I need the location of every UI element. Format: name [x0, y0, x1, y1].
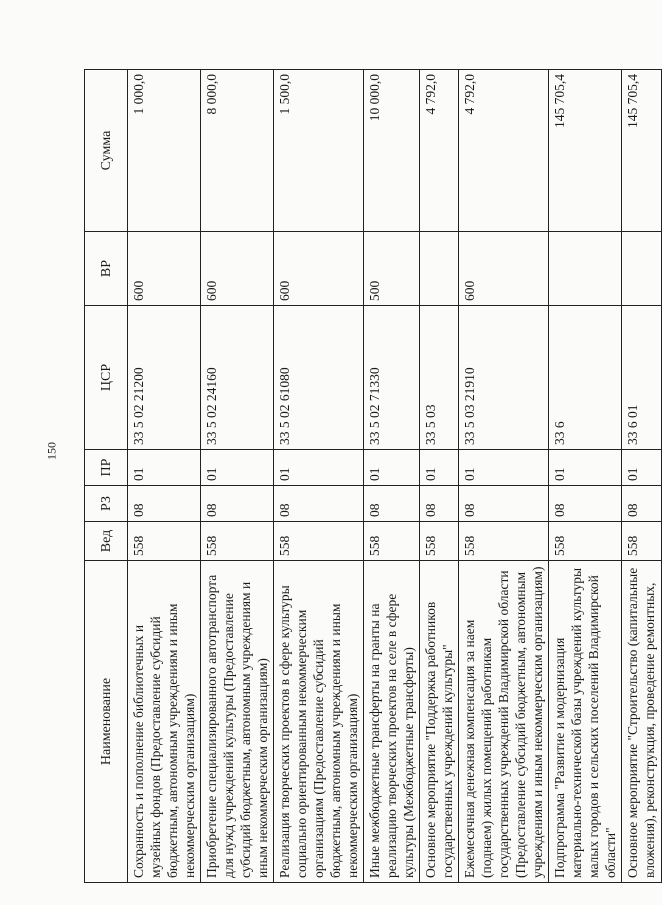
cell-sum: 145 705,4 — [622, 70, 662, 232]
cell-name: Ежемесячная денежная компенсация за наем (поднаем) жилых помещений работникам государственных учреждений Владимирской области (Предоставление субсидий бюджетным, автономным учреждениям и иным некоммерческим организациям) — [459, 561, 549, 883]
cell-vr — [420, 232, 459, 306]
table-row — [128, 70, 201, 883]
cell-vr — [622, 232, 662, 306]
table-row — [459, 70, 549, 883]
cell-ved: 558 — [549, 522, 622, 561]
cell-ved: 558 — [420, 522, 459, 561]
cell-pr: 01 — [459, 450, 549, 486]
cell-name: Иные межбюджетные трансферты на гранты на реализацию творческих проектов на селе в сфере культуры (Межбюджетные трансферты) — [364, 561, 420, 883]
cell-rz: 08 — [420, 486, 459, 522]
cell-sum: 4 792,0 — [420, 70, 459, 232]
cell-ved: 558 — [201, 522, 274, 561]
cell-sum: 1 500,0 — [274, 70, 364, 232]
header-csr: ЦСР — [85, 306, 128, 450]
cell-ved: 558 — [274, 522, 364, 561]
header-rz: РЗ — [85, 486, 128, 522]
table-row — [274, 70, 364, 883]
cell-csr: 33 5 03 21910 — [459, 306, 549, 450]
cell-csr: 33 6 01 — [622, 306, 662, 450]
cell-csr: 33 5 02 61080 — [274, 306, 364, 450]
cell-pr: 01 — [622, 450, 662, 486]
cell-rz: 08 — [128, 486, 201, 522]
cell-name: Подпрограмма "Развитие и модернизация материально-технической базы учреждений культуры малых городов и сельских поселений Владимирской области" — [549, 561, 622, 883]
cell-rz: 08 — [364, 486, 420, 522]
cell-csr: 33 5 03 — [420, 306, 459, 450]
cell-vr: 600 — [128, 232, 201, 306]
cell-vr: 600 — [201, 232, 274, 306]
page-number: 150 — [44, 442, 59, 460]
cell-pr: 01 — [201, 450, 274, 486]
cell-name: Реализация творческих проектов в сфере культуры социально ориентированным некоммерческим организациям (Предоставление субсидий бюджетным, автономным учреждениям и иным некоммерческим организациям) — [274, 561, 364, 883]
cell-rz: 08 — [549, 486, 622, 522]
cell-sum: 145 705,4 — [549, 70, 622, 232]
cell-rz: 08 — [274, 486, 364, 522]
cell-pr: 01 — [128, 450, 201, 486]
header-pr: ПР — [85, 450, 128, 486]
table-row — [364, 70, 420, 883]
cell-pr: 01 — [364, 450, 420, 486]
cell-name: Приобретение специализированного автотранспорта для нужд учреждений культуры (Предоставление субсидий бюджетным, автономным учреждениям и иным некоммерческим организациям) — [201, 561, 274, 883]
cell-vr — [549, 232, 622, 306]
cell-ved: 558 — [622, 522, 662, 561]
header-sum: Сумма — [85, 70, 128, 232]
table-row — [420, 70, 459, 883]
budget-table — [84, 69, 662, 883]
cell-rz: 08 — [622, 486, 662, 522]
cell-sum: 1 000,0 — [128, 70, 201, 232]
cell-csr: 33 5 02 24160 — [201, 306, 274, 450]
cell-vr: 600 — [274, 232, 364, 306]
table-row — [201, 70, 274, 883]
cell-vr: 500 — [364, 232, 420, 306]
table-row — [549, 70, 622, 883]
cell-rz: 08 — [459, 486, 549, 522]
cell-csr: 33 5 02 71330 — [364, 306, 420, 450]
cell-pr: 01 — [549, 450, 622, 486]
cell-ved: 558 — [459, 522, 549, 561]
cell-sum: 8 000,0 — [201, 70, 274, 232]
cell-sum: 4 792,0 — [459, 70, 549, 232]
cell-pr: 01 — [420, 450, 459, 486]
cell-sum: 10 000,0 — [364, 70, 420, 232]
cell-pr: 01 — [274, 450, 364, 486]
cell-rz: 08 — [201, 486, 274, 522]
cell-csr: 33 5 02 21200 — [128, 306, 201, 450]
cell-name: Сохранность и пополнение библиотечных и музейных фондов (Предоставление субсидий бюджетным, автономным учреждениям и иным некоммерческим организациям) — [128, 561, 201, 883]
cell-ved: 558 — [364, 522, 420, 561]
cell-ved: 558 — [128, 522, 201, 561]
header-ved: Вед — [85, 522, 128, 561]
header-name: Наименование — [85, 561, 128, 883]
table-row — [622, 70, 662, 883]
header-row — [85, 70, 128, 883]
cell-name: Основное мероприятие "Строительство (капитальные вложения), реконструкция, проведение ремонтных, — [622, 561, 662, 883]
header-vr: ВР — [85, 232, 128, 306]
cell-csr: 33 6 — [549, 306, 622, 450]
cell-name: Основное мероприятие "Поддержка работников государственных учреждений культуры" — [420, 561, 459, 883]
cell-vr: 600 — [459, 232, 549, 306]
rotated-page — [84, 70, 657, 883]
